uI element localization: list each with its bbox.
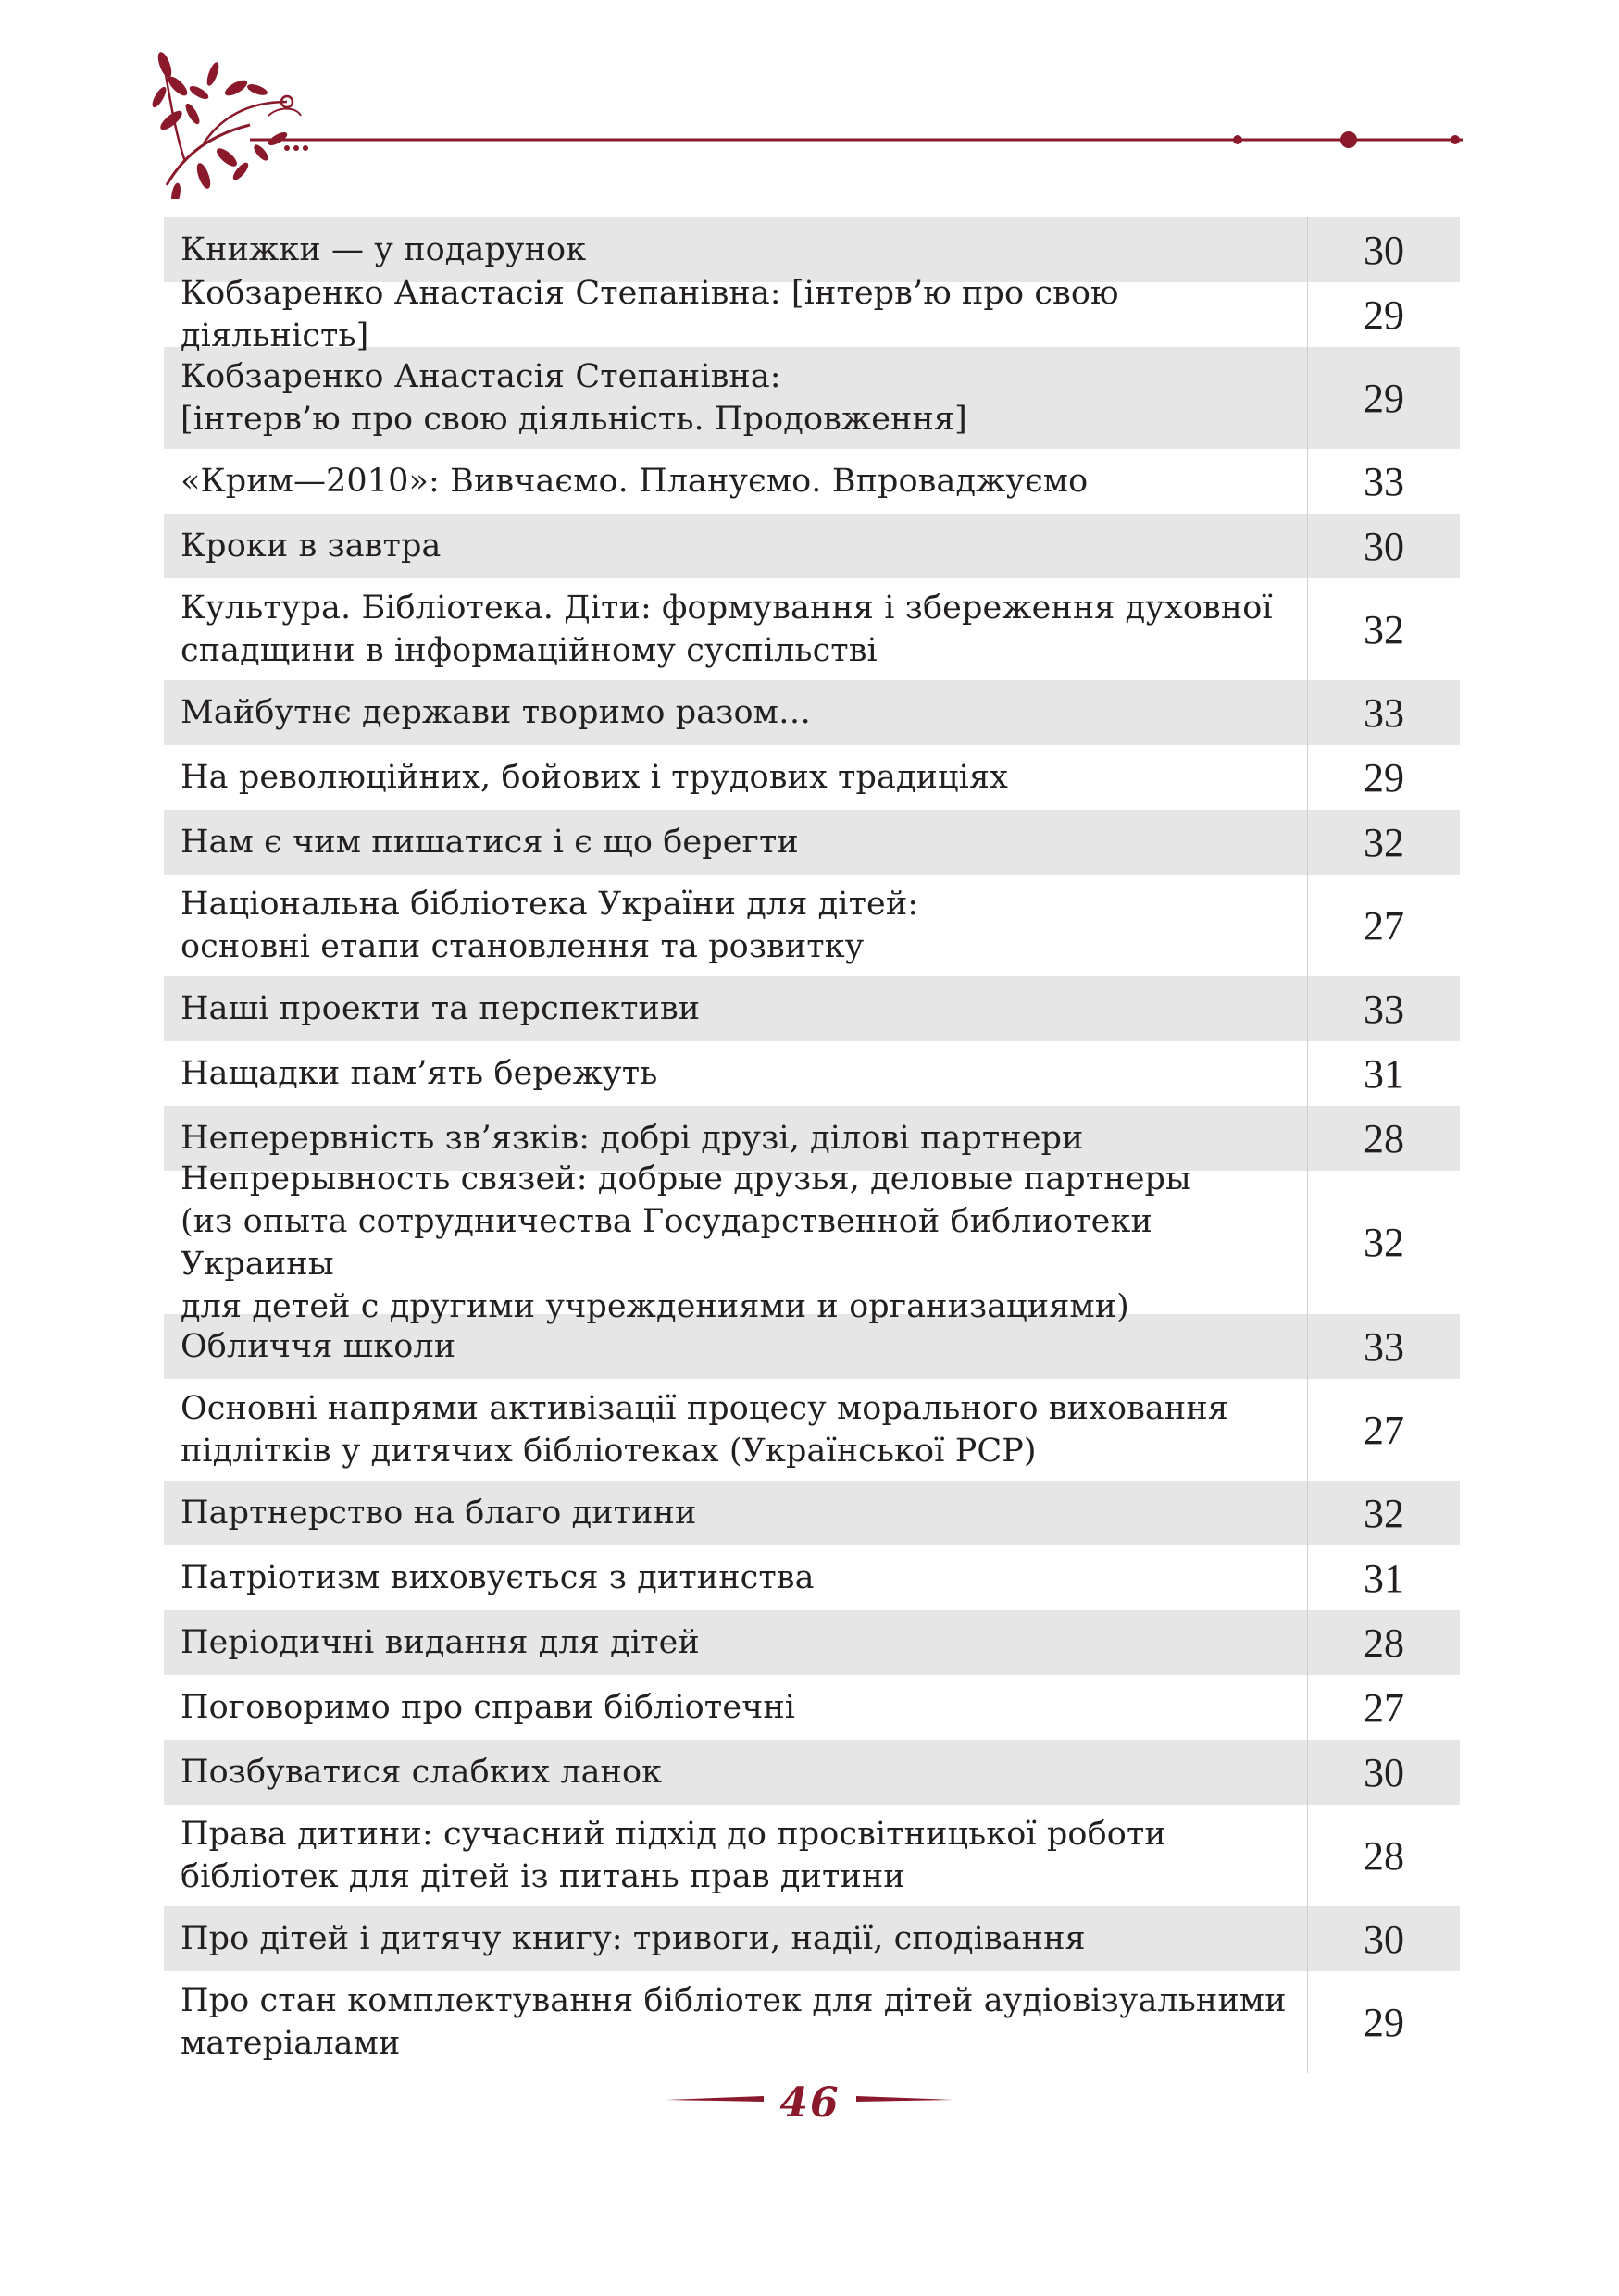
header-rule-dot <box>1451 135 1460 144</box>
index-entry <box>164 514 1460 578</box>
index-entry <box>164 875 1460 976</box>
entry-title-line: Культура. Бібліотека. Діти: формування і збереження духовної <box>181 590 1273 627</box>
index-entry <box>164 1379 1460 1481</box>
page-number: 46 <box>779 2079 841 2127</box>
index-entry <box>164 976 1460 1041</box>
entry-page: 28 <box>1307 1805 1460 1906</box>
entry-page: 32 <box>1307 578 1460 680</box>
index-entry <box>164 1481 1460 1545</box>
entry-title-line: «Крим—2010»: Вивчаємо. Плануємо. Впроваджуємо <box>181 463 1089 500</box>
entry-title <box>164 1980 1307 2065</box>
entry-title-line: для детей с другими учреждениями и организациями) <box>181 1287 1129 1325</box>
entry-title <box>164 821 1307 863</box>
index-entry <box>164 1906 1460 1971</box>
entry-page: 32 <box>1307 810 1460 875</box>
entry-title-line: Основні напрями активізації процесу морального виховання <box>181 1390 1228 1427</box>
entry-title-line: Кобзаренко Анастасія Степанівна: [інтерв’ю про свою діяльність] <box>181 275 1119 354</box>
entry-title <box>164 987 1307 1030</box>
entry-title-line: Наші проекти та перспективи <box>181 990 701 1027</box>
entry-title-line: Права дитини: сучасний підхід до просвітницької роботи <box>181 1816 1166 1853</box>
entry-title <box>164 1158 1307 1328</box>
entry-title-line: Неперервність зв’язків: добрі друзі, ділові партнери <box>181 1120 1084 1157</box>
entry-title-line: Обличчя школи <box>181 1328 456 1365</box>
entry-title <box>164 587 1307 672</box>
entry-title <box>164 1325 1307 1368</box>
entry-title <box>164 1492 1307 1534</box>
index-entry <box>164 1545 1460 1610</box>
entry-title <box>164 1813 1307 1898</box>
index-entry <box>164 347 1460 449</box>
entry-title <box>164 525 1307 567</box>
entry-title-line: Поговоримо про справи бібліотечні <box>181 1689 796 1726</box>
entry-page: 29 <box>1307 282 1460 347</box>
entry-title-line: Майбутнє держави творимо разом… <box>181 694 812 731</box>
entry-title-line: На революційних, бойових і трудових традиціях <box>181 759 1008 796</box>
entry-title <box>164 883 1307 968</box>
entry-title <box>164 1557 1307 1599</box>
index-table <box>164 217 1460 2073</box>
floral-branch-icon <box>151 51 308 199</box>
entry-title-line: Національна бібліотека України для дітей: <box>181 886 919 923</box>
entry-title-line: підлітків у дитячих бібліотеках (Української РСР) <box>181 1433 1037 1470</box>
entry-title <box>164 272 1307 357</box>
index-entry <box>164 1610 1460 1675</box>
entry-title-line: Партнерство на благо дитини <box>181 1495 697 1532</box>
page-footer <box>666 2078 953 2133</box>
index-entry <box>164 1740 1460 1805</box>
index-entry <box>164 1805 1460 1906</box>
entry-title-line: (из опыта сотрудничества Государственной библиотеки Украины <box>181 1202 1152 1283</box>
entry-title <box>164 1117 1307 1160</box>
entry-title <box>164 355 1307 441</box>
entry-page: 28 <box>1307 1106 1460 1171</box>
entry-title <box>164 756 1307 799</box>
entry-page: 27 <box>1307 1675 1460 1740</box>
entry-title-line: Нам є чим пишатися і є що берегти <box>181 824 799 861</box>
entry-title-line: бібліотек для дітей із питань прав дитини <box>181 1858 905 1895</box>
entry-page: 27 <box>1307 1379 1460 1481</box>
entry-page: 30 <box>1307 1906 1460 1971</box>
entry-title-line: спадщини в інформаційному суспільстві <box>181 632 878 669</box>
entry-title-line: основні етапи становлення та розвитку <box>181 928 865 965</box>
index-entry <box>164 1971 1460 2073</box>
entry-title-line: Непрерывность связей: добрые друзья, деловые партнеры <box>181 1160 1191 1198</box>
entry-title <box>164 460 1307 503</box>
header-ornament <box>148 51 1472 199</box>
entry-title-line: Кобзаренко Анастасія Степанівна: <box>181 358 781 395</box>
entry-title <box>164 691 1307 734</box>
entry-page: 30 <box>1307 514 1460 578</box>
entry-title-line: Періодичні видання для дітей <box>181 1624 700 1661</box>
entry-title-line: Про стан комплектування бібліотек для дітей аудіовізуальними <box>181 1982 1287 2019</box>
entry-page: 31 <box>1307 1545 1460 1610</box>
index-entry <box>164 1160 1460 1325</box>
entry-page: 32 <box>1307 1481 1460 1545</box>
entry-title-line: Про дітей і дитячу книгу: тривоги, надії, сподівання <box>181 1920 1086 1957</box>
entry-page: 33 <box>1307 680 1460 745</box>
entry-title <box>164 1621 1307 1664</box>
entry-page: 29 <box>1307 347 1460 449</box>
index-entry <box>164 680 1460 745</box>
entry-page: 33 <box>1307 976 1460 1041</box>
index-entry <box>164 810 1460 875</box>
entry-page: 29 <box>1307 745 1460 810</box>
entry-page: 33 <box>1307 1314 1460 1379</box>
entry-page: 30 <box>1307 217 1460 282</box>
header-rule-dot <box>1233 135 1242 144</box>
entry-page: 32 <box>1307 1171 1460 1314</box>
entry-title-line: [інтерв’ю про свою діяльність. Продовження] <box>181 401 967 438</box>
entry-title-line: Книжки — у подарунок <box>181 231 587 268</box>
index-entry <box>164 578 1460 680</box>
header-rule-dot <box>1340 131 1357 148</box>
entry-title <box>164 1052 1307 1095</box>
entry-page: 30 <box>1307 1740 1460 1805</box>
entry-page: 33 <box>1307 449 1460 514</box>
entry-title-line: Нащадки пам’ять бережуть <box>181 1055 658 1092</box>
index-entry <box>164 275 1460 354</box>
entry-title-line: Позбуватися слабких ланок <box>181 1754 663 1791</box>
index-entry <box>164 1675 1460 1740</box>
entry-title <box>164 1917 1307 1960</box>
entry-title <box>164 229 1307 271</box>
entry-title-line: Кроки в завтра <box>181 527 442 565</box>
index-entry <box>164 449 1460 514</box>
entry-title <box>164 1751 1307 1793</box>
index-entry <box>164 745 1460 810</box>
index-entry <box>164 1041 1460 1106</box>
entry-title-line: матеріалами <box>181 2025 401 2062</box>
entry-page: 27 <box>1307 875 1460 976</box>
entry-title-line: Патріотизм виховується з дитинства <box>181 1559 815 1596</box>
entry-page: 31 <box>1307 1041 1460 1106</box>
entry-page: 28 <box>1307 1610 1460 1675</box>
entry-title <box>164 1387 1307 1472</box>
entry-title <box>164 1686 1307 1729</box>
entry-page: 29 <box>1307 1971 1460 2073</box>
